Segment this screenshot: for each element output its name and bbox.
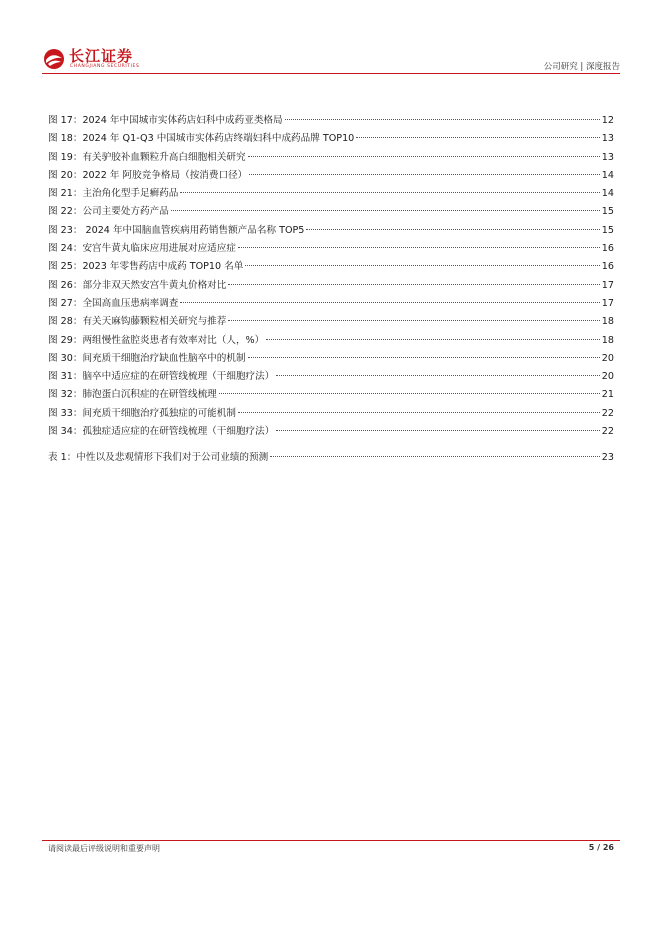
toc-dot-leader [245,265,599,266]
toc-entry[interactable] [48,277,614,295]
toc-entry-title: 图 31：脑卒中适应症的在研管线梳理（干细胞疗法） [48,371,275,383]
toc-entry-title: 图 32：肺泡蛋白沉积症的在研管线梳理 [48,389,217,401]
toc-dot-leader [171,210,600,211]
logo-english-name: CHANGJIANG SECURITIES [70,64,140,69]
toc-entry-title: 图 26：部分非双天然安宫牛黄丸价格对比 [48,279,227,291]
toc-dot-leader [356,137,600,138]
toc-entry-page: 17 [601,297,614,309]
toc-entry-page: 13 [601,133,614,145]
toc-entry-page: 18 [601,334,614,346]
footer-divider [42,840,620,841]
toc-dot-leader [248,357,600,358]
toc-entry[interactable] [48,295,614,313]
toc-entry[interactable] [48,405,614,423]
toc-entry-page: 22 [601,426,614,438]
toc-entry[interactable] [48,368,614,386]
toc-dot-leader [285,119,600,120]
logo-chinese-name: 长江证券 [69,47,134,65]
toc-entry-title: 图 17：2024 年中国城市实体药店妇科中成药亚类格局 [48,115,283,126]
page-header [0,0,662,80]
toc-dot-leader [180,192,599,193]
toc-entry-title: 图 23： 2024 年中国脑血管疾病用药销售额产品名称 TOP5 [48,224,305,236]
toc-dot-leader [219,393,600,394]
toc-entry[interactable] [48,222,614,240]
toc-entry-title: 图 19：有关驴胶补血颗粒升高白细胞相关研究 [48,151,246,163]
toc-entry[interactable] [48,167,614,185]
toc-entry-title: 图 34：孤独症适应症的在研管线梳理（干细胞疗法） [48,426,275,438]
toc-entry-title: 图 18：2024 年 Q1-Q3 中国城市实体药店终端妇科中成药品牌 TOP10 [48,133,355,145]
toc-dot-leader [276,430,599,431]
page-number: 5 / 26 [588,843,614,852]
toc-entry-page: 21 [601,389,614,401]
toc-dot-leader [248,156,600,157]
toc-entry-page: 14 [601,169,614,181]
toc-entry-page: 15 [601,224,614,236]
toc-dot-leader [276,375,599,376]
toc-entry-title: 图 25：2023 年零售药店中成药 TOP10 名单 [48,261,244,273]
toc-entry-title: 图 28：有关天麻钩藤颗粒相关研究与推荐 [48,316,227,328]
header-divider [42,73,620,74]
toc-entry[interactable] [48,350,614,368]
toc-entry-title: 图 24：安宫牛黄丸临床应用进展对应适应症 [48,243,236,255]
toc-entry-title: 表 1：中性以及悲观情形下我们对于公司业绩的预测 [48,452,269,463]
toc-entry[interactable] [48,185,614,203]
toc-entry[interactable] [48,203,614,221]
toc-entry[interactable] [48,130,614,148]
toc-dot-leader [270,456,600,457]
toc-entry-title: 图 22：公司主要处方药产品 [48,206,169,218]
logo-mark-icon [42,46,66,70]
toc-entry-page: 14 [601,188,614,200]
toc-entry[interactable] [48,313,614,331]
toc-entry[interactable] [48,149,614,167]
toc-dot-leader [228,320,599,321]
toc-entry-page: 15 [601,206,614,218]
report-category: 公司研究 | 深度报告 [543,62,620,72]
toc-entry[interactable] [48,332,614,350]
toc-entry-title: 图 20：2022 年 阿胶竞争格局（按消费口径） [48,169,248,181]
toc-entry-page: 23 [601,452,614,463]
toc-entry[interactable] [48,423,614,441]
toc-dot-leader [238,247,600,248]
toc-entry[interactable] [48,386,614,404]
toc-entry-page: 16 [601,243,614,255]
figure-list [48,112,614,441]
toc-dot-leader [306,229,599,230]
toc-entry-title: 图 30：间充质干细胞治疗缺血性脑卒中的机制 [48,352,246,364]
toc-dot-leader [266,339,600,340]
toc-entry-title: 图 27：全国高血压患病率调查 [48,297,179,309]
toc-entry-page: 12 [601,115,614,126]
table-list [48,449,614,467]
toc-entry-page: 18 [601,316,614,328]
toc-entry[interactable] [48,240,614,258]
toc-entry-page: 22 [601,407,614,419]
toc-entry-title: 图 29：两组慢性盆腔炎患者有效率对比（人，%） [48,334,265,346]
toc-entry-page: 20 [601,371,614,383]
toc-dot-leader [249,174,600,175]
toc-dot-leader [238,412,600,413]
toc-entry-page: 20 [601,352,614,364]
toc-dot-leader [180,302,599,303]
toc-dot-leader [228,284,599,285]
toc-entry[interactable] [48,449,614,467]
toc-entry-title: 图 21：主治角化型手足癣药品 [48,188,179,200]
toc-entry-title: 图 33：间充质干细胞治疗孤独症的可能机制 [48,407,236,419]
toc-entry-page: 17 [601,279,614,291]
footer-disclaimer: 请阅读最后评级说明和重要声明 [48,844,160,853]
toc-entry-page: 16 [601,261,614,273]
toc-entry[interactable] [48,258,614,276]
toc-entry-page: 13 [601,151,614,163]
toc-entry[interactable] [48,112,614,130]
